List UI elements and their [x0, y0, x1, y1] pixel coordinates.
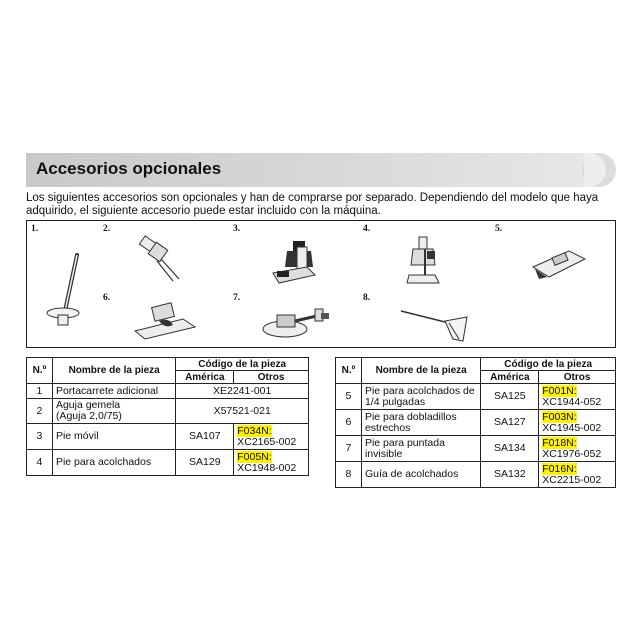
- table-row: [27, 424, 309, 450]
- highlighted-code: F003N:: [542, 410, 577, 423]
- row-otros-code: [539, 462, 616, 488]
- figures-panel: [26, 220, 616, 348]
- table-row: [336, 384, 616, 410]
- section-title: Accesorios opcionales: [36, 159, 222, 178]
- accessories-table-left: [26, 357, 309, 476]
- figure-number: 1.: [31, 224, 39, 234]
- row-code: XE2241-001: [176, 384, 309, 399]
- table-row: [27, 450, 309, 476]
- highlighted-code: F016N:: [542, 462, 577, 475]
- row-name: [361, 384, 480, 410]
- quarter-inch-foot-icon: [529, 243, 589, 283]
- row-name-line2: invisible: [364, 447, 403, 460]
- quilting-foot-icon: [405, 235, 445, 290]
- row-name: Pie móvil: [52, 424, 175, 450]
- row-num: 4: [27, 450, 53, 476]
- row-name-line2: (Aguja 2,0/75): [55, 410, 122, 422]
- row-name: [361, 410, 480, 436]
- col-header-num: N.º: [27, 358, 53, 384]
- col-header-num: N.º: [336, 358, 362, 384]
- row-code: X57521-021: [176, 399, 309, 424]
- row-name: Pie para acolchados: [52, 450, 175, 476]
- col-header-code: Código de la pieza: [481, 358, 616, 371]
- row-otros-line2: XC1944-052: [542, 395, 602, 408]
- highlighted-code: F034N:: [237, 424, 272, 437]
- spool-pin-icon: [41, 251, 91, 331]
- row-america-code: SA134: [481, 436, 539, 462]
- row-otros-code: [234, 424, 309, 450]
- row-otros-code: [539, 410, 616, 436]
- intro-paragraph: Los siguientes accesorios son opcionales y han de comprarse por separado. Dependiendo del modelo que haya adquirido, el siguiente accesorio puede estar incluido con la máquina.: [26, 192, 599, 217]
- table-row: [336, 436, 616, 462]
- quilting-guide-icon: [397, 305, 477, 345]
- row-name: Guía de acolchados: [361, 462, 480, 488]
- highlighted-code: F018N:: [542, 436, 577, 449]
- col-header-name: Nombre de la pieza: [52, 358, 175, 384]
- row-name-line1: Aguja gemela: [55, 399, 121, 411]
- col-header-otros: Otros: [234, 371, 309, 384]
- col-header-america: América: [481, 371, 539, 384]
- table-row: [27, 384, 309, 399]
- row-name-line1: Pie para acolchados de: [364, 384, 475, 397]
- narrow-hemmer-foot-icon: [131, 301, 201, 341]
- figure-number: 7.: [233, 293, 241, 303]
- row-otros-code: [539, 436, 616, 462]
- row-name-line1: Pie para puntada: [364, 436, 445, 449]
- figure-number: 2.: [103, 224, 111, 234]
- figure-number: 5.: [495, 224, 503, 234]
- blind-stitch-foot-icon: [259, 303, 333, 345]
- figure-number: 3.: [233, 224, 241, 234]
- table-row: [336, 462, 616, 488]
- row-name: [52, 399, 175, 424]
- row-otros-line2: XC1948-002: [237, 461, 297, 474]
- walking-foot-icon: [267, 237, 327, 287]
- row-num: 6: [336, 410, 362, 436]
- col-header-otros: Otros: [539, 371, 616, 384]
- col-header-code: Código de la pieza: [176, 358, 309, 371]
- col-header-name: Nombre de la pieza: [361, 358, 480, 384]
- row-otros-line2: XC2165-002: [237, 435, 297, 448]
- row-num: 3: [27, 424, 53, 450]
- row-america-code: SA107: [176, 424, 234, 450]
- figure-number: 8.: [363, 293, 371, 303]
- row-otros-code: [234, 450, 309, 476]
- row-num: 2: [27, 399, 53, 424]
- table-row: [336, 410, 616, 436]
- row-name: Portacarrete adicional: [52, 384, 175, 399]
- highlighted-code: F005N:: [237, 450, 272, 463]
- twin-needle-icon: [127, 231, 187, 286]
- row-name-line1: Pie para dobladillos: [364, 410, 457, 423]
- row-name-line2: estrechos: [364, 421, 411, 434]
- figure-number: 6.: [103, 293, 111, 303]
- row-num: 1: [27, 384, 53, 399]
- row-otros-line2: XC2215-002: [542, 473, 602, 486]
- row-america-code: SA132: [481, 462, 539, 488]
- row-otros-line2: XC1976-052: [542, 447, 602, 460]
- row-america-code: SA127: [481, 410, 539, 436]
- row-num: 7: [336, 436, 362, 462]
- row-otros-line2: XC1945-002: [542, 421, 602, 434]
- row-name: [361, 436, 480, 462]
- row-num: 8: [336, 462, 362, 488]
- table-row: [27, 399, 309, 424]
- row-num: 5: [336, 384, 362, 410]
- accessories-table-right: [335, 357, 616, 488]
- row-america-code: SA125: [481, 384, 539, 410]
- row-otros-code: [539, 384, 616, 410]
- col-header-america: América: [176, 371, 234, 384]
- highlighted-code: F001N:: [542, 384, 577, 397]
- figure-number: 4.: [363, 224, 371, 234]
- row-america-code: SA129: [176, 450, 234, 476]
- row-name-line2: 1/4 pulgadas: [364, 395, 426, 408]
